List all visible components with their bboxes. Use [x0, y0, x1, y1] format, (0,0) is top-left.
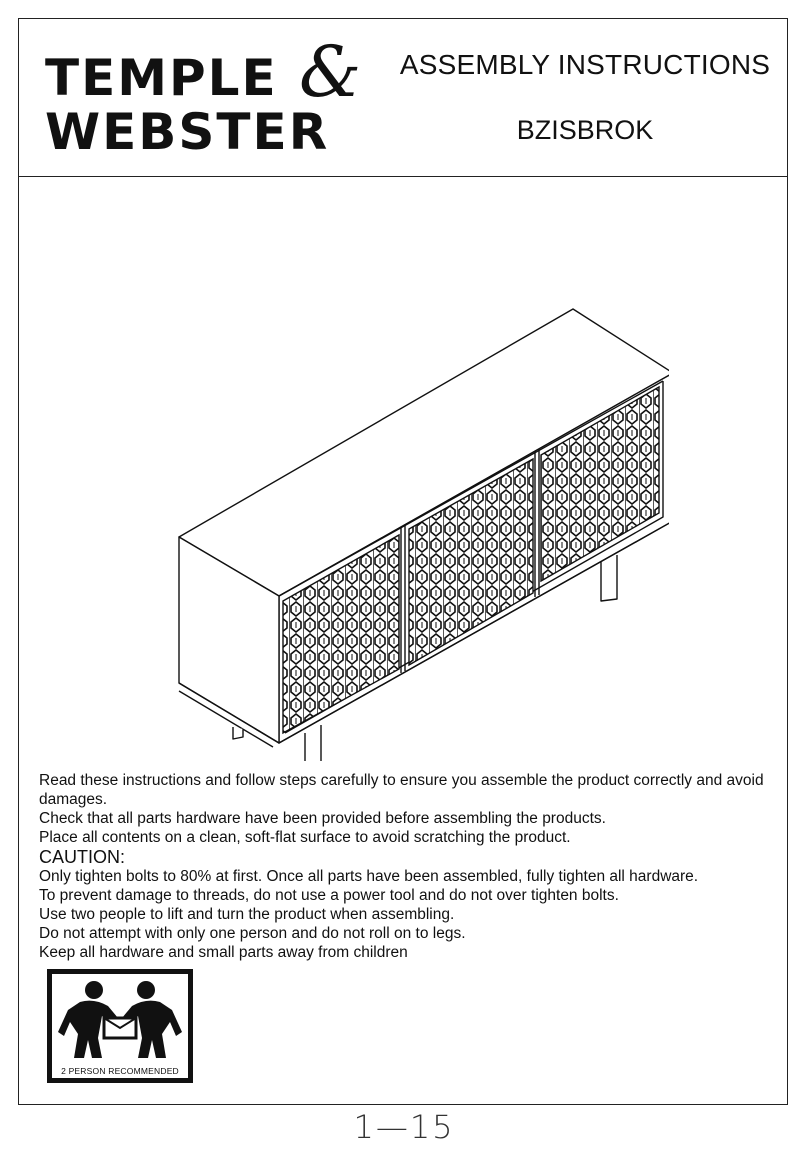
document-title: ASSEMBLY INSTRUCTIONS — [399, 49, 771, 80]
logo-ampersand: & — [299, 31, 362, 113]
intro-line-2: Check that all parts hardware have been provided before assembling the products. — [39, 810, 606, 827]
intro-line-1: Read these instructions and follow steps carefully to ensure you assemble the product correctly and avoid damages. — [39, 772, 764, 808]
caution-line-2: To prevent damage to threads, do not use a power tool and do not over tighten bolts. — [39, 887, 619, 904]
logo-line-1: TEMPLE — [45, 49, 278, 107]
caution-heading: CAUTION: — [39, 847, 126, 867]
header — [19, 19, 787, 177]
caution-line-5: Keep all hardware and small parts away from children — [39, 944, 408, 961]
page-frame — [18, 18, 788, 1105]
two-person-badge — [47, 969, 193, 1083]
product-code: BZISBROK — [516, 115, 654, 145]
caution-line-1: Only tighten bolts to 80% at first. Once all parts have been assembled, fully tighten all hardware. — [39, 868, 699, 885]
page-number: 1—15 — [353, 1108, 455, 1146]
badge-label: 2 PERSON RECOMMENDED — [61, 1066, 179, 1076]
intro-line-3: Place all contents on a clean, soft-flat surface to avoid scratching the product. — [39, 829, 571, 846]
caution-line-4: Do not attempt with only one person and do not roll on to legs. — [39, 925, 466, 942]
sideboard-illustration — [149, 281, 669, 761]
logo-line-2: WEBSTER — [45, 103, 330, 161]
instructions-block — [39, 771, 779, 962]
caution-line-3: Use two people to lift and turn the product when assembling. — [39, 906, 455, 923]
brand-logo — [45, 31, 365, 163]
two-person-lift-icon — [58, 978, 182, 1062]
